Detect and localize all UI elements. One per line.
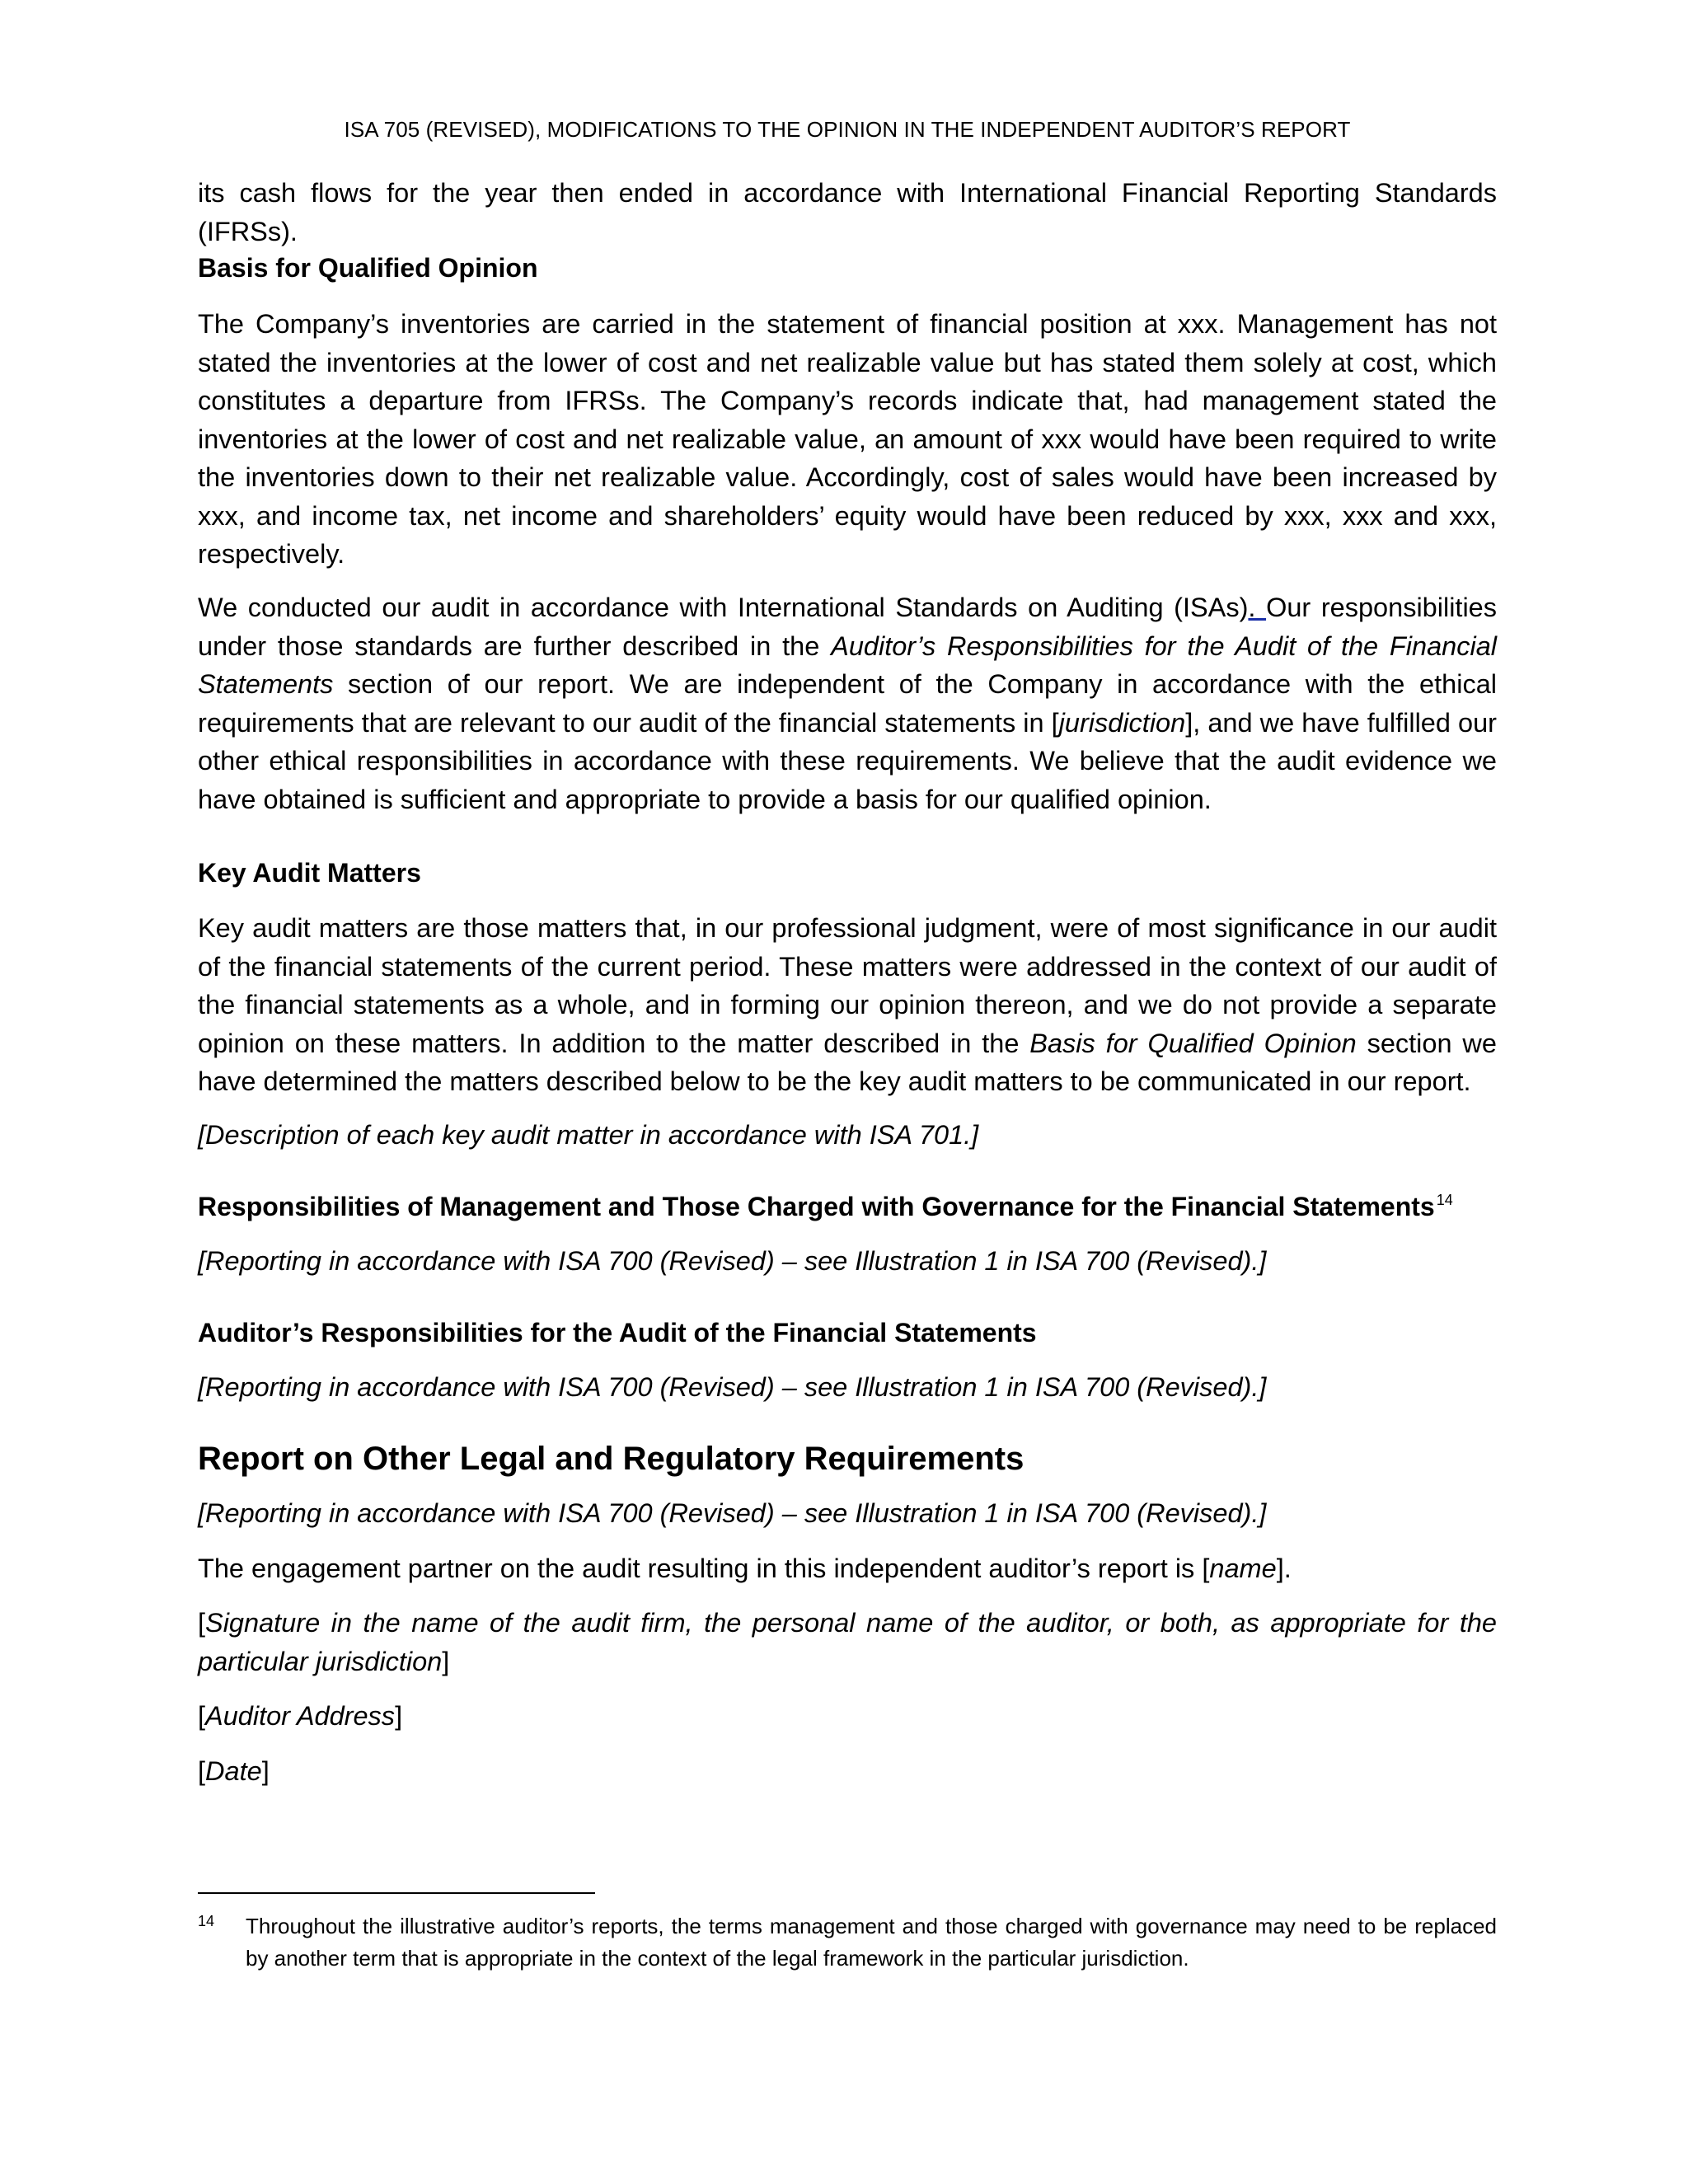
mgmt-heading-text: Responsibilities of Management and Those Charged with Governance for the Financial Statements <box>198 1192 1435 1221</box>
basis-para2-text-d: ], and we have fulfilled our other ethical responsibilities in accordance with these requirements. We believe that the audit evidence we have obtained is sufficient and appropriate to provide a basis for our qualified opinion. <box>198 707 1497 814</box>
kam-text-b: section we have determined the matters described below to be the key audit matters to be communicated in our report. <box>198 1028 1497 1096</box>
signature-placeholder: Signature in the name of the audit firm, the personal name of the auditor, or both, as appropriate for the particular jurisdiction <box>198 1608 1497 1676</box>
basis-paragraph-1: The Company’s inventories are carried in the statement of financial position at xxx. Management has not stated the inventories at the lower of cost and net realizable value but has stated them solely at cost, which constitutes a departure from IFRSs. The Company’s records indicate that, had management stated the inventories at the lower of cost and net realizable value, an amount of xxx would have been required to write the inventories down to their net realizable value. Accordingly, cost of sales would have been increased by xxx, and income tax, net income and shareholders’ equity would have been reduced by xxx, xxx and xxx, respectively. <box>198 309 1497 569</box>
auditor-reporting: [Reporting in accordance with ISA 700 (Revised) – see Illustration 1 in ISA 700 (Revised).] <box>198 1372 1267 1402</box>
footnote-text: Throughout the illustrative auditor’s reports, the terms management and those charged with governance may need to be replaced by another term that is appropriate in the context of the legal framework in the particular jurisdiction. <box>246 1914 1497 1971</box>
basis-paragraph-2 <box>198 588 1497 818</box>
isa-link[interactable]: . <box>1248 593 1267 622</box>
date-placeholder: Date <box>205 1756 262 1786</box>
footnote-14 <box>198 1910 1497 1975</box>
footnote-ref-14[interactable]: 14 <box>1436 1192 1453 1208</box>
footnote-separator <box>198 1892 595 1894</box>
mgmt-reporting: [Reporting in accordance with ISA 700 (Revised) – see Illustration 1 in ISA 700 (Revised).] <box>198 1246 1267 1276</box>
signature-line <box>198 1604 1497 1680</box>
footnote-number: 14 <box>198 1913 215 1929</box>
jurisdiction-placeholder: jurisdiction <box>1058 707 1186 738</box>
address-open: [ <box>198 1701 206 1731</box>
basis-para2-text-b: Our responsibilities under those standards are further described in the <box>198 593 1497 661</box>
kam-italic: Basis for Qualified Opinion <box>1029 1028 1357 1058</box>
kam-text-a: Key audit matters are those matters that, in our professional judgment, were of most significance in our audit of the financial statements of the current period. These matters were addressed in the context of our audit of the financial statements as a whole, and in forming our opinion thereon, and we do not provide a separate opinion on these matters. In addition to the matter described in the <box>198 913 1497 1058</box>
auditor-address-line <box>198 1697 1497 1736</box>
address-close: ] <box>395 1701 403 1731</box>
other-legal-heading: Report on Other Legal and Regulatory Requirements <box>198 1441 1025 1477</box>
continuation-paragraph: its cash flows for the year then ended in accordance with International Financial Reporting Standards (IFRSs). <box>198 178 1497 246</box>
date-open: [ <box>198 1756 206 1786</box>
basis-heading: Basis for Qualified Opinion <box>198 253 538 283</box>
signature-close: ] <box>442 1646 450 1676</box>
basis-para2-italic: Auditor’s Responsibilities for the Audit of the Financial Statements <box>198 630 1498 699</box>
partner-text-b: ]. <box>1276 1554 1292 1583</box>
basis-para2-text-c: section of our report. We are independent of the Company in accordance with the ethical requirements that are relevant to our audit of the financial statements in [ <box>198 669 1497 738</box>
kam-description: [Description of each key audit matter in accordance with ISA 701.] <box>198 1120 979 1150</box>
other-legal-reporting: [Reporting in accordance with ISA 700 (Revised) – see Illustration 1 in ISA 700 (Revised).] <box>198 1498 1267 1528</box>
basis-para2-text-a: We conducted our audit in accordance with International Standards on Auditing (ISAs) <box>198 593 1249 622</box>
partner-name-placeholder: name <box>1209 1554 1277 1583</box>
signature-open: [ <box>198 1608 206 1638</box>
date-line <box>198 1752 1497 1791</box>
kam-heading: Key Audit Matters <box>198 858 421 888</box>
running-header: ISA 705 (REVISED), MODIFICATIONS TO THE OPINION IN THE INDEPENDENT AUDITOR’S REPORT <box>344 117 1351 142</box>
kam-paragraph <box>198 909 1497 1101</box>
partner-text-a: The engagement partner on the audit resulting in this independent auditor’s report is [ <box>198 1554 1210 1583</box>
auditor-heading: Auditor’s Responsibilities for the Audit of the Financial Statements <box>198 1318 1037 1347</box>
date-close: ] <box>261 1756 270 1786</box>
engagement-partner-line <box>198 1549 1497 1588</box>
mgmt-heading <box>198 1190 1497 1223</box>
auditor-address-placeholder: Auditor Address <box>205 1701 396 1731</box>
